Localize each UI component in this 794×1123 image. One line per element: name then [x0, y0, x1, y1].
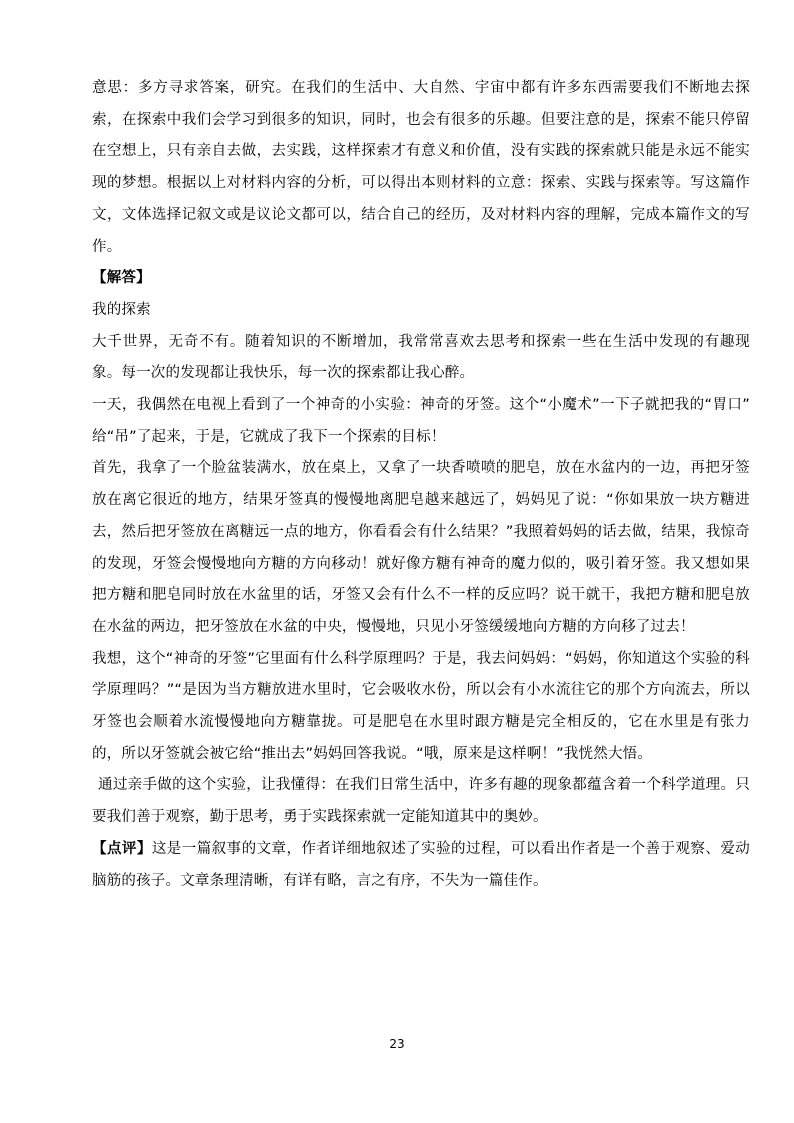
- material-analysis-paragraph: [92, 73, 750, 263]
- page-number: 23: [389, 1037, 405, 1051]
- document-body: [92, 73, 750, 897]
- essay-experiment-paragraph: [92, 453, 750, 643]
- essay-discovery-paragraph: [92, 390, 750, 453]
- essay-conclusion-paragraph: [92, 770, 750, 833]
- essay-title: [92, 295, 750, 327]
- paragraph-text: 一天，我偶然在电视上看到了一个神奇的小实验：神奇的牙签。这个“小魔术”一下子就把我的“胃口”给“吊”了起来，于是，它就成了我下一个探索的目标！: [92, 397, 750, 445]
- paragraph-text: 大千世界，无奇不有。随着知识的不断增加，我常常喜欢去思考和探索一些在生活中发现的有趣现象。每一次的发现都让我快乐，每一次的探索都让我心醉。: [92, 333, 750, 382]
- comment-text: 这是一篇叙事的文章，作者详细地叙述了实验的过程，可以看出作者是一个善于观察、爱动脑筋的孩子。文章条理清晰，有详有略，言之有序，不失为一篇佳作。: [92, 840, 750, 889]
- comment-label: 【点评】: [92, 840, 152, 857]
- essay-intro-paragraph: [92, 327, 750, 390]
- answer-section-heading: [92, 263, 750, 295]
- paragraph-text: 首先，我拿了一个脸盆装满水，放在桌上，又拿了一块香喷喷的肥皂，放在水盆内的一边，再把牙签放在离它很近的地方，结果牙签真的慢慢地离肥皂越来越远了，妈妈见了说：“你如果放一块方糖进去，然后把牙签放在离糖远一点的地方，你看看会有什么结果？”我照着妈妈的话去做，结果，我惊奇的发现，牙签会慢慢地向方糖的方向移动！就好像方糖有神奇的魔力似的，吸引着牙签。我又想如果把方糖和肥皂同时放在水盆里的话，牙签又会有什么不一样的反应吗？说干就干，我把方糖和肥皂放在水盆的两边，把牙签放在水盆的中央，慢慢地，只见小牙签缓缓地向方糖的方向移了过去！: [92, 460, 750, 635]
- paragraph-text: 我想，这个“神奇的牙签”它里面有什么科学原理吗？于是，我去问妈妈：“妈妈，你知道这个实验的科学原理吗？”“是因为当方糖放进水里时，它会吸收水份，所以会有小水流往它的那个方向流去，所以牙签也会顺着水流慢慢地向方糖靠拢。可是肥皂在水里时跟方糖是完全相反的，它在水里是有张力的，所以牙签就会被它给“推出去”妈妈回答我说。“哦，原来是这样啊！”我恍然大悟。: [92, 650, 750, 762]
- answer-label: 【解答】: [92, 270, 151, 287]
- paragraph-text: 意思：多方寻求答案，研究。在我们的生活中、大自然、宇宙中都有许多东西需要我们不断地去探索，在探索中我们会学习到很多的知识，同时，也会有很多的乐趣。但要注意的是，探索不能只停留在空想上，只有亲自去做，去实践，这样探索才有意义和价值，没有实践的探索就只能是永远不能实现的梦想。根据以上对材料内容的分析，可以得出本则材料的立意：探索、实践与探索等。写这篇作文，文体选择记叙文或是议论文都可以，结合自己的经历，及对材料内容的理解，完成本篇作文的写作。: [92, 80, 750, 255]
- paragraph-text: 通过亲手做的这个实验，让我懂得：在我们日常生活中，许多有趣的现象都蕴含着一个科学道理。只要我们善于观察，勤于思考，勇于实践探索就一定能知道其中的奥妙。: [92, 777, 750, 826]
- essay-principle-paragraph: [92, 644, 750, 771]
- comment-paragraph: [92, 834, 750, 897]
- essay-title-text: 我的探索: [92, 301, 151, 318]
